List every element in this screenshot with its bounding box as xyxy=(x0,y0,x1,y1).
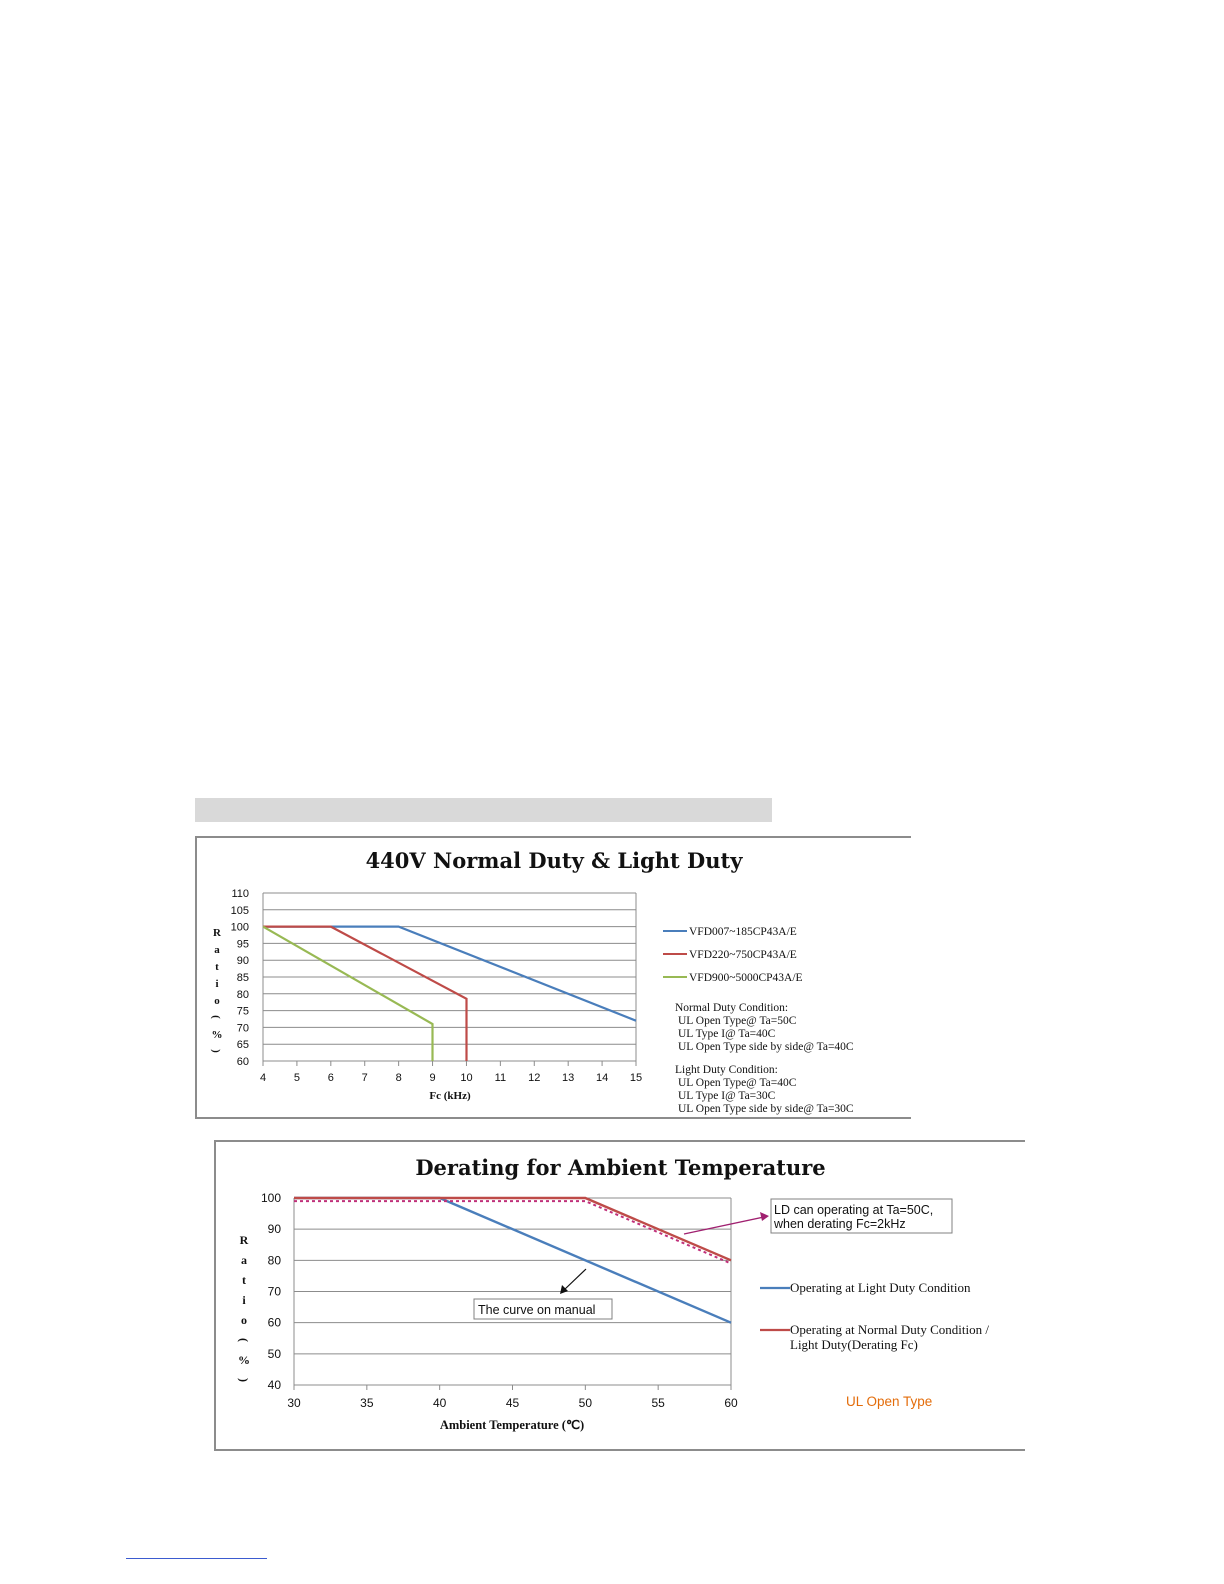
x-tick-label: 8 xyxy=(395,1072,402,1084)
y-axis-label-char: R xyxy=(239,1233,249,1247)
annotation-arrow xyxy=(564,1269,586,1290)
x-tick-label: 7 xyxy=(361,1072,368,1084)
legend-label: VFD220~750CP43A/E xyxy=(689,949,797,961)
y-tick-label: 65 xyxy=(236,1039,249,1052)
x-tick-label: 60 xyxy=(724,1396,738,1410)
x-tick-label: 10 xyxy=(460,1072,473,1084)
y-tick-label: 110 xyxy=(231,888,249,900)
x-tick-label: 45 xyxy=(505,1396,520,1410)
y-tick-label: 50 xyxy=(267,1346,281,1361)
y-tick-label: 75 xyxy=(236,1005,249,1018)
annotation-text: The curve on manual xyxy=(478,1303,596,1317)
y-tick-label: 80 xyxy=(267,1253,281,1268)
y-axis-label-char: ) xyxy=(237,1378,251,1382)
y-axis-label-char: i xyxy=(242,1293,246,1307)
x-tick-label: 15 xyxy=(629,1072,643,1084)
x-tick-label: 4 xyxy=(259,1072,267,1084)
legend-label: VFD900~5000CP43A/E xyxy=(689,972,803,984)
y-axis-label-char: t xyxy=(242,1273,246,1287)
y-tick-label: 40 xyxy=(267,1378,281,1392)
legend-label: Operating at Light Duty Condition xyxy=(790,1280,971,1295)
x-tick-label: 40 xyxy=(432,1396,447,1410)
y-tick-label: 90 xyxy=(236,955,249,968)
y-tick-label: 60 xyxy=(236,1056,249,1068)
chart-ambient-derating xyxy=(214,1140,1025,1451)
y-axis-label-char: o xyxy=(214,995,220,1007)
legend-label: Light Duty(Derating Fc) xyxy=(790,1337,918,1352)
annotation-text: when derating Fc=2kHz xyxy=(774,1217,906,1231)
y-tick-label: 100 xyxy=(260,1191,281,1205)
legend-label: VFD007~185CP43A/E xyxy=(689,926,797,938)
note-line: UL Open Type side by side@ Ta=40C xyxy=(678,1041,854,1053)
y-tick-label: 85 xyxy=(236,972,249,984)
note-line: UL Open Type@ Ta=50C xyxy=(678,1015,797,1027)
chart-title: Derating for Ambient Temperature xyxy=(415,1155,826,1180)
y-tick-label: 80 xyxy=(236,988,249,1001)
y-axis-label-char: o xyxy=(241,1313,247,1327)
y-axis-label-char: a xyxy=(214,944,220,956)
x-tick-label: 30 xyxy=(287,1396,301,1410)
x-tick-label: 55 xyxy=(651,1396,665,1410)
ul-open-type-label: UL Open Type xyxy=(846,1394,933,1409)
y-axis-label-char: ( xyxy=(237,1338,251,1342)
x-tick-label: 6 xyxy=(327,1072,334,1084)
chart-plot xyxy=(197,838,913,1121)
x-tick-label: 35 xyxy=(360,1396,374,1410)
x-tick-label: 13 xyxy=(562,1072,575,1084)
x-tick-label: 5 xyxy=(293,1072,300,1084)
y-axis-label-char: ( xyxy=(210,1015,222,1019)
section-header-bar xyxy=(195,798,772,822)
chart-title: 440V Normal Duty & Light Duty xyxy=(365,848,743,873)
annotation-text: LD can operating at Ta=50C, xyxy=(774,1203,934,1217)
legend-label: Operating at Normal Duty Condition / xyxy=(790,1322,989,1337)
y-tick-label: 90 xyxy=(267,1222,281,1237)
note-line: UL Type I@ Ta=40C xyxy=(678,1028,776,1040)
y-axis-label-char: t xyxy=(215,961,219,973)
x-tick-label: 50 xyxy=(578,1396,593,1410)
annotation-arrow xyxy=(684,1217,764,1234)
chart-normal-light-duty xyxy=(195,836,911,1119)
y-axis-label-char: i xyxy=(215,978,219,990)
y-axis-label-char: a xyxy=(241,1253,247,1267)
y-tick-label: 105 xyxy=(230,904,249,917)
series-line-0 xyxy=(263,927,636,1021)
y-tick-label: 95 xyxy=(236,938,249,951)
annotation-arrowhead xyxy=(760,1212,769,1221)
x-axis-label: Fc (kHz) xyxy=(429,1090,471,1102)
x-tick-label: 11 xyxy=(494,1072,507,1084)
y-tick-label: 70 xyxy=(236,1022,249,1035)
y-axis-label-char: % xyxy=(238,1353,250,1367)
footer-link-underline xyxy=(126,1558,267,1559)
x-axis-label: Ambient Temperature (℃) xyxy=(439,1418,585,1432)
x-tick-label: 9 xyxy=(429,1072,436,1084)
x-tick-label: 14 xyxy=(595,1072,609,1084)
note-line: UL Type I@ Ta=30C xyxy=(678,1090,776,1102)
x-tick-label: 12 xyxy=(528,1072,541,1084)
y-axis-label-char: % xyxy=(211,1029,223,1041)
y-tick-label: 100 xyxy=(230,921,249,934)
chart-plot xyxy=(216,1142,1027,1453)
annotation-arrowhead xyxy=(560,1285,568,1294)
note-line: UL Open Type side by side@ Ta=30C xyxy=(678,1103,854,1115)
note-heading: Light Duty Condition: xyxy=(675,1064,778,1076)
note-heading: Normal Duty Condition: xyxy=(675,1002,789,1014)
y-axis-label-char: R xyxy=(213,927,221,939)
y-axis-label-char: ) xyxy=(210,1049,222,1053)
y-tick-label: 70 xyxy=(267,1284,281,1299)
y-tick-label: 60 xyxy=(267,1315,281,1330)
note-line: UL Open Type@ Ta=40C xyxy=(678,1077,797,1089)
